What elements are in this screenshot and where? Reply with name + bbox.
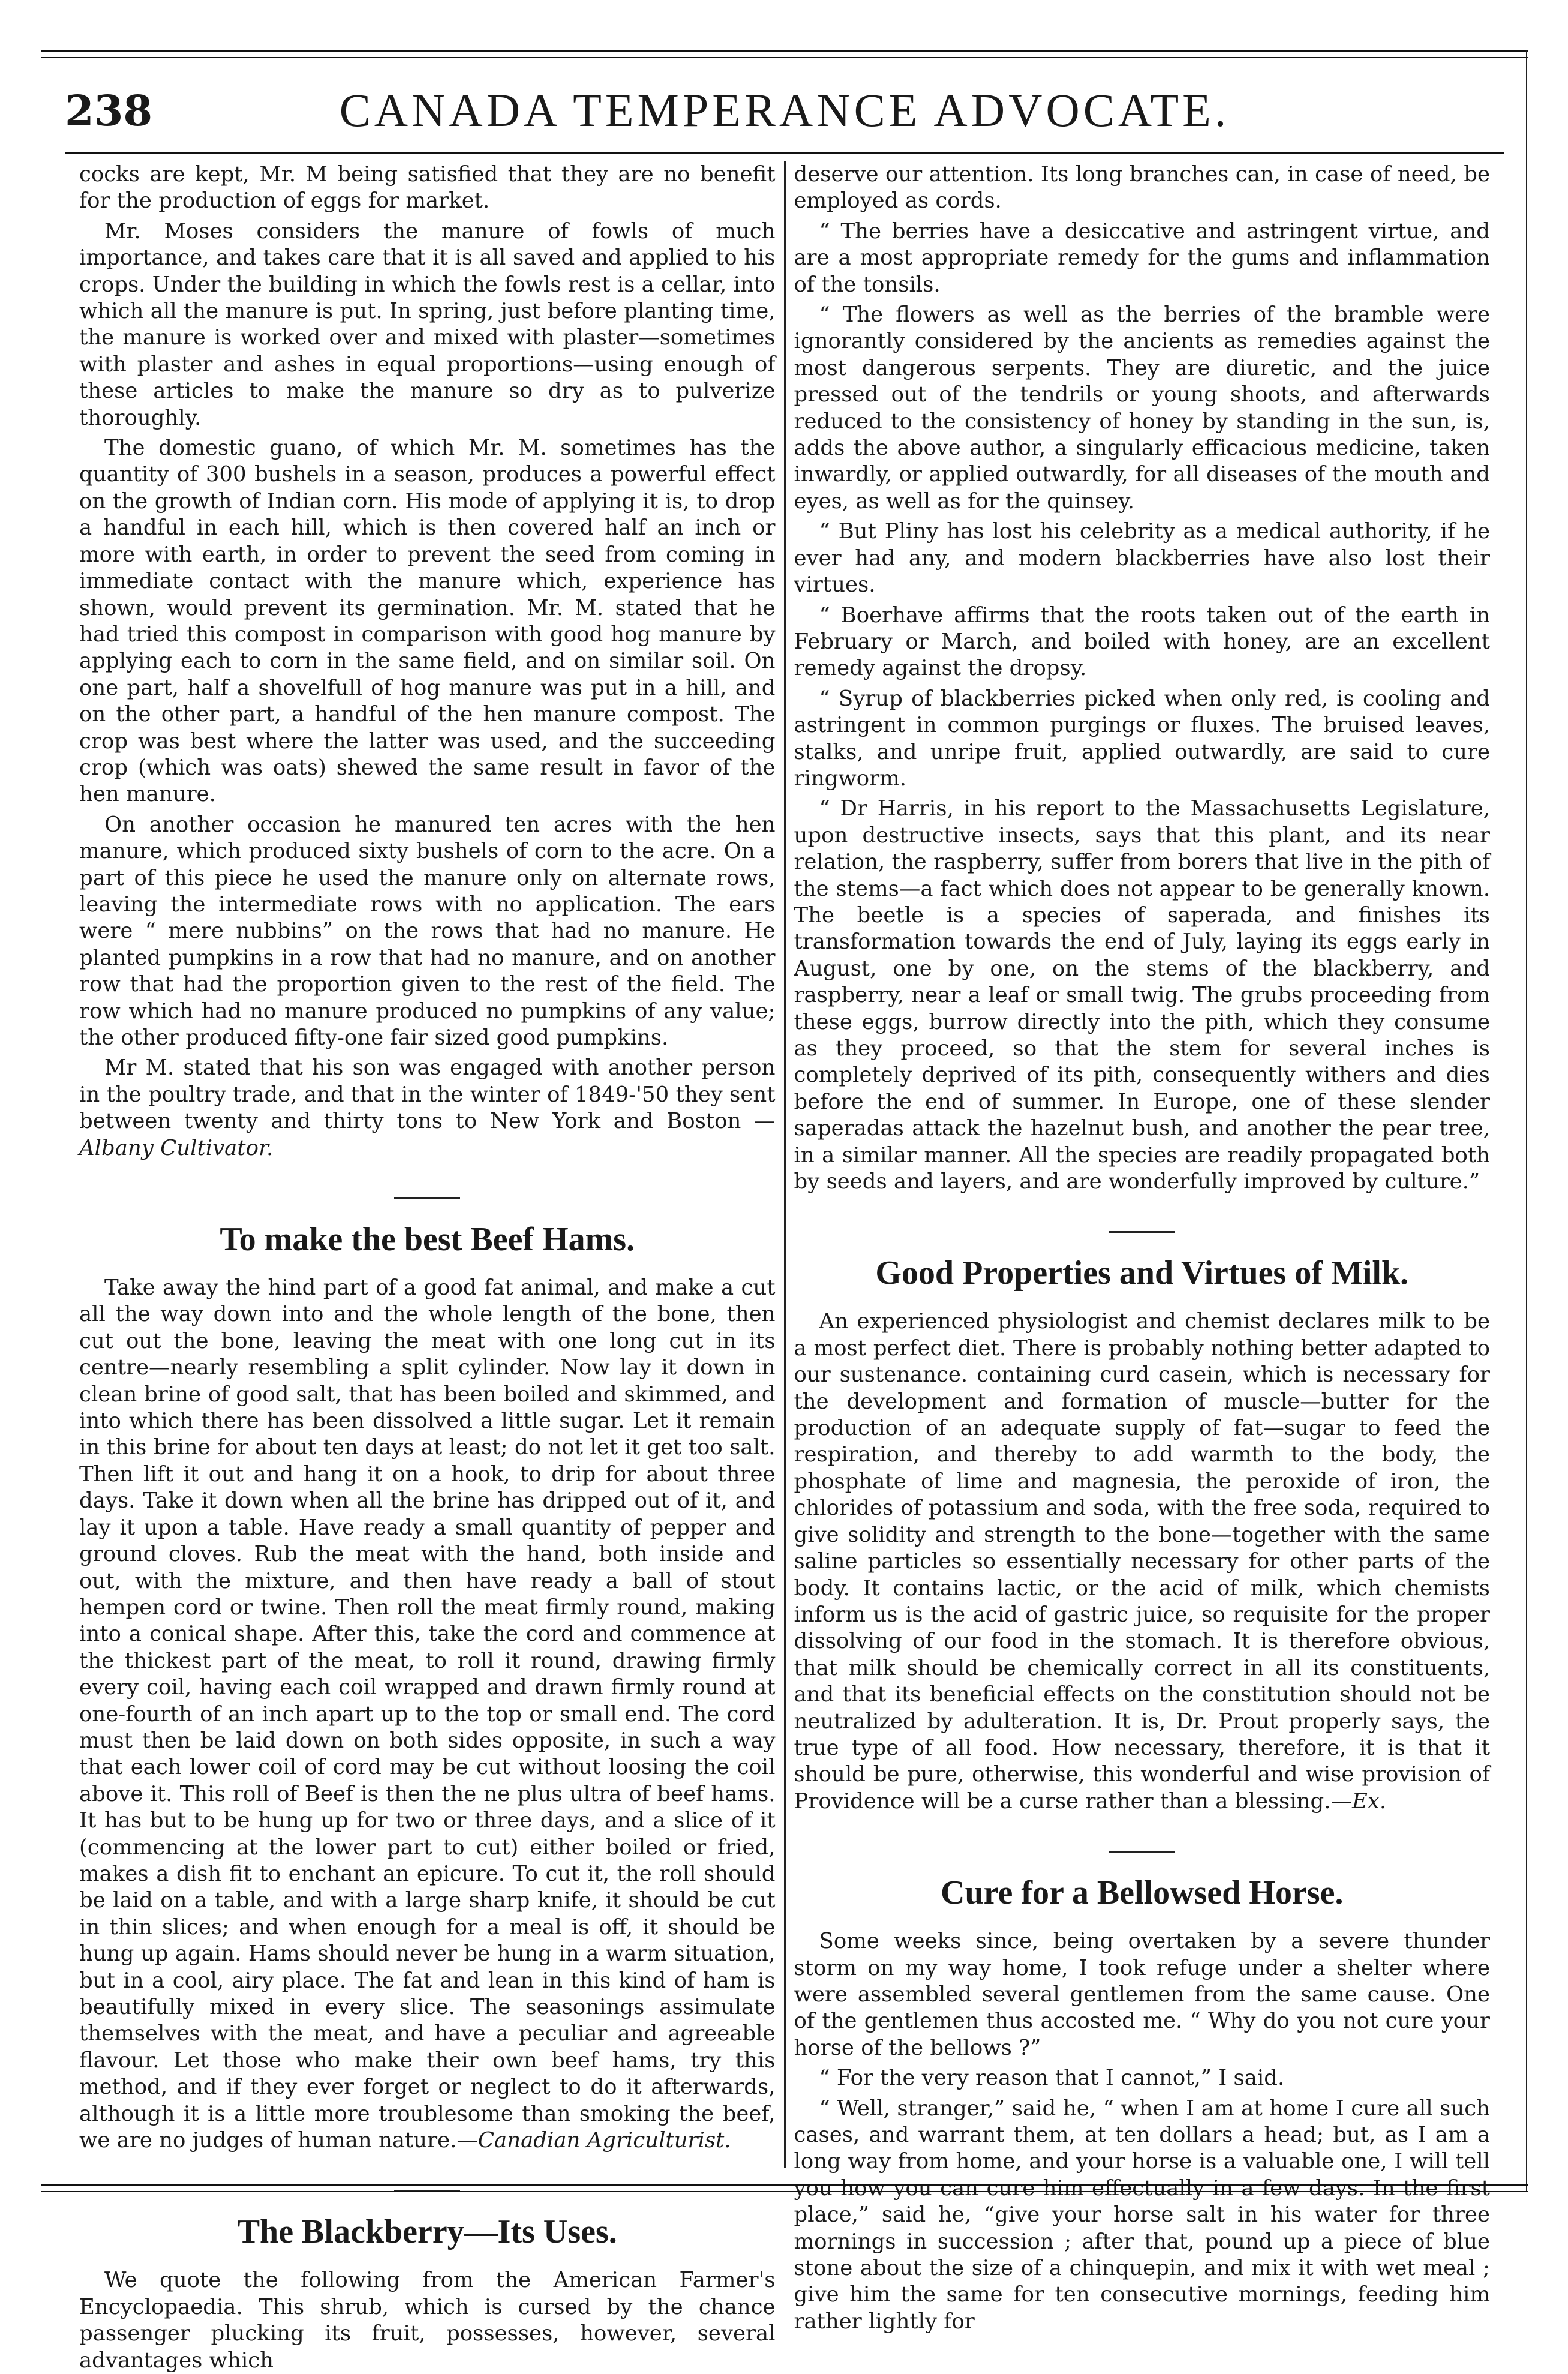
left-border-rule: [41, 50, 43, 2192]
poultry-paragraph: [79, 1055, 776, 1162]
blackberry-paragraph: deserve our attention. Its long branches can, in case of need, be employed as cords.: [794, 162, 1490, 214]
blackberry-heading: The Blackberry—Its Uses.: [237, 2213, 617, 2251]
milk-text: An experienced physiologist and chemist declares milk to be a most perfect diet. There is probably nothing better adapted to our sustenance. containing curd casein, which is necessary for the development and formation of muscle—butter for the production of an adequate supply of fat—sugar to feed the respiration, and thereby to add warmth to the body, the phosphate of lime and magnesia, the peroxide of iron, the chlorides of potassium and soda, with the free soda, required to give solidity and strength to the bone—together with the same saline particles so essentially necessary for other parts of the body. It contains lactic, or the acid of milk, which chemists inform us is the acid of gastric juice, so requisite for the proper dissolving of our food in the stomach. It is therefore obvious, that milk should be chemically correct in all its constituents, and that its beneficial effects on the constitution should not be neutralized by adulteration. It is, Dr. Prout properly says, the true type of all food. How necessary, therefore, it is that it should be pure, otherwise, this wonderful and wise provision of Providence will be a curse rather than a blessing.—: [794, 1309, 1490, 1814]
bottom-border-rule: [41, 2184, 1528, 2192]
masthead: [65, 74, 1504, 146]
poultry-paragraph: cocks are kept, Mr. M being satisfied that they are no benefit for the production of eggs for market.: [79, 162, 776, 214]
horse-heading: Cure for a Bellowsed Horse.: [941, 1874, 1344, 1912]
blackberry-paragraph: “ Syrup of blackberries picked when only red, is cooling and astringent in common purgings or fluxes. The bruised leaves, stalks, and unripe fruit, applied outwardly, are said to cure ringworm.: [794, 686, 1490, 791]
milk-source: Ex.: [1352, 1788, 1387, 1814]
paper-title: CANADA TEMPERANCE ADVOCATE.: [339, 84, 1230, 136]
poultry-text: Mr M. stated that his son was engaged with another person in the poultry trade, and that in the winter of 1849-'50 they sent between twenty and thirty tons to New York and Boston —: [79, 1055, 776, 1134]
section-divider: [394, 1197, 460, 1199]
poultry-source: Albany Cultivator.: [79, 1135, 274, 1160]
poultry-paragraph: Mr. Moses considers the manure of fowls of much importance, and takes care that it is all saved and applied to his crops. Under the building in which the fowls rest is a cellar, into which all the manure is put. In spring, just before planting time, the manure is worked over and mixed with plaster—sometimes with plaster and ashes in equal proportions—using enough of these articles to make the manure so dry as to pulverize thoroughly.: [79, 218, 776, 430]
blackberry-paragraph: “ The flowers as well as the berries of the bramble were ignorantly considered by the ancients as remedies against the most dangerous serpents. They are diuretic, and the juice pressed out of the tendrils or young shoots, and afterwards reduced to the consistency of honey by standing in the sun, is, adds the above author, a singularly efficacious medicine, taken inwardly, or applied outwardly, for all diseases of the mouth and eyes, as well as for the quinsey.: [794, 302, 1490, 514]
article-columns: [71, 161, 1498, 2373]
left-column: [71, 161, 784, 2373]
blackberry-paragraph: “ Dr Harris, in his report to the Massachusetts Legislature, upon destructive insects, says that this plant, and its near relation, the raspberry, suffer from borers that live in the pith of the stems—a fact which does not appear to be generally known. The beetle is a species of saperada, and finishes its transformation towards the end of July, laying its eggs early in August, one by one, on the stems of the blackberry, and raspberry, near a leaf or small twig. The grubs proceeding from these eggs, burrow directly into the pith, which they consume as they proceed, so that the stem for several inches is completely deprived of its pith, consequently withers and dies before the end of summer. In Europe, one of these slender saperadas attack the hazelnut bush, and another the pear tree, in a similar manner. All the species are readily propagated both by seeds and layers, and are wonderfully improved by culture.”: [794, 796, 1490, 1194]
horse-paragraph: Some weeks since, being overtaken by a severe thunder storm on my way home, I took refuge under a shelter where were assembled several gentlemen from the same cause. One of the gentlemen thus accosted me. “ Why do you not cure your horse of the bellows ?”: [794, 1929, 1490, 2060]
section-divider: [1109, 1231, 1175, 1233]
right-border-rule: [1526, 50, 1528, 2192]
blackberry-paragraph: “ Boerhave affirms that the roots taken out of the earth in February or March, and boiled with honey, are an excellent remedy against the dropsy.: [794, 602, 1490, 681]
blackberry-paragraph: “ The berries have a desiccative and astringent virtue, and are a most appropriate remedy for the gums and inflammation of the tonsils.: [794, 218, 1490, 297]
right-column: [786, 161, 1499, 2334]
section-divider: [1109, 1851, 1175, 1853]
blackberry-paragraph: We quote the following from the American Farmer's Encyclopaedia. This shrub, which is cursed by the chance passenger plucking its fruit, possesses, however, several advantages which: [79, 2268, 776, 2373]
beef-hams-text: Take away the hind part of a good fat animal, and make a cut all the way down into and the whole length of the bone, then cut out the bone, leaving the meat with one long cut in its centre—nearly resembling a split cylinder. Now lay it down in clean brine of good salt, that has been boiled and skimmed, and into which there has been dissolved a little sugar. Let it remain in this brine for about ten days at least; do not let it get too salt. Then lift it out and hang it on a hook, to drip for about three days. Take it down when all the brine has dripped out of it, and lay it upon a table. Have ready a small quantity of pepper and ground cloves. Rub the meat with the hand, both inside and out, with the mixture, and then have ready a ball of stout hempen cord or twine. Then roll the meat firmly round, making into a conical shape. After this, take the cord and commence at the thickest part of the meat, to roll it round, drawing firmly every coil, having each coil wrapped and drawn firmly round at one-fourth of an inch apart up to the top or small end. The cord must then be laid down on both sides opposite, in such a way that each lower coil of cord may be cut without loosing the coil above it. This roll of Beef is then the ne plus ultra of beef hams. It has but to be hung up for two or three days, and a slice of it (commencing at the lower part to cut) either boiled or fried, makes a dish fit to enchant an epicure. To cut it, the roll should be laid on a table, and with a large sharp knife, it should be cut in thin slices; and when enough for a meal is off, it should be hung up again. Hams should never be hung in a warm situation, but in a cool, airy place. The fat and lean in this kind of ham is beautifully mixed in every slice. The seasonings assimulate themselves with the meat, and have a peculiar and agreeable flavour. Let those who make their own beef hams, try this method, and if they ever forget or neglect to do it afterwards, although it is a little more troublesome than smoking the beef, we are no judges of human nature.—: [79, 1275, 776, 2153]
masthead-rule: [65, 152, 1504, 154]
poultry-paragraph: On another occasion he manured ten acres with the hen manure, which produced sixty bushels of corn to the acre. On a part of this piece he used the manure only on alternate rows, leaving the intermediate rows with no application. The ears were “ mere nubbins” on the rows that had no manure. He planted pumpkins in a row that had no manure, and on another row that had the proportion given to the rest of the field. The row which had no manure produced no pumpkins of any value; the other produced fifty-one fair sized good pumpkins.: [79, 812, 776, 1050]
top-border-rule: [41, 50, 1528, 58]
newspaper-page: [41, 50, 1528, 2373]
milk-heading: Good Properties and Virtues of Milk.: [875, 1254, 1409, 1292]
beef-hams-paragraph: [79, 1275, 776, 2154]
beef-hams-source: Canadian Agriculturist.: [477, 2128, 731, 2153]
blackberry-paragraph: “ But Pliny has lost his celebrity as a medical authority, if he ever had any, and modern blackberries have also lost their virtues.: [794, 519, 1490, 598]
milk-paragraph: [794, 1308, 1491, 1815]
horse-paragraph: “ For the very reason that I cannot,” I said.: [819, 2066, 1285, 2091]
page-number: 238: [65, 85, 153, 136]
beef-hams-heading: To make the best Beef Hams.: [220, 1221, 635, 1259]
poultry-paragraph: The domestic guano, of which Mr. M. sometimes has the quantity of 300 bushels in a season, produces a powerful effect on the growth of Indian corn. His mode of applying it is, to drop a handful in each hill, which is then covered half an inch or more with earth, in order to prevent the seed from coming in immediate contact with the manure which, experience has shown, would prevent its germination. Mr. M. stated that he had tried this compost in comparison with good hog manure by applying each to corn in the same field, and on similar soil. On one part, half a shovelfull of hog manure was put in a hill, and on the other part, a handful of the hen manure compost. The crop was best where the latter was used, and the succeeding crop (which was oats) shewed the same result in favor of the hen manure.: [79, 436, 776, 807]
horse-paragraph: “ Well, stranger,” said he, “ when I am at home I cure all such cases, and warrant them, at ten dollars a head; but, as I am a long way from home, and your horse is a valuable one, I will tell you how you can cure him effectually in a few days. In the first place,” said he, “give your horse salt in his water for three mornings in succession ; after that, pound up a piece of blue stone about the size of a chinquepin, and mix it with wet meal ; give him the same for ten consecutive mornings, feeding him rather lightly for: [794, 2096, 1490, 2334]
